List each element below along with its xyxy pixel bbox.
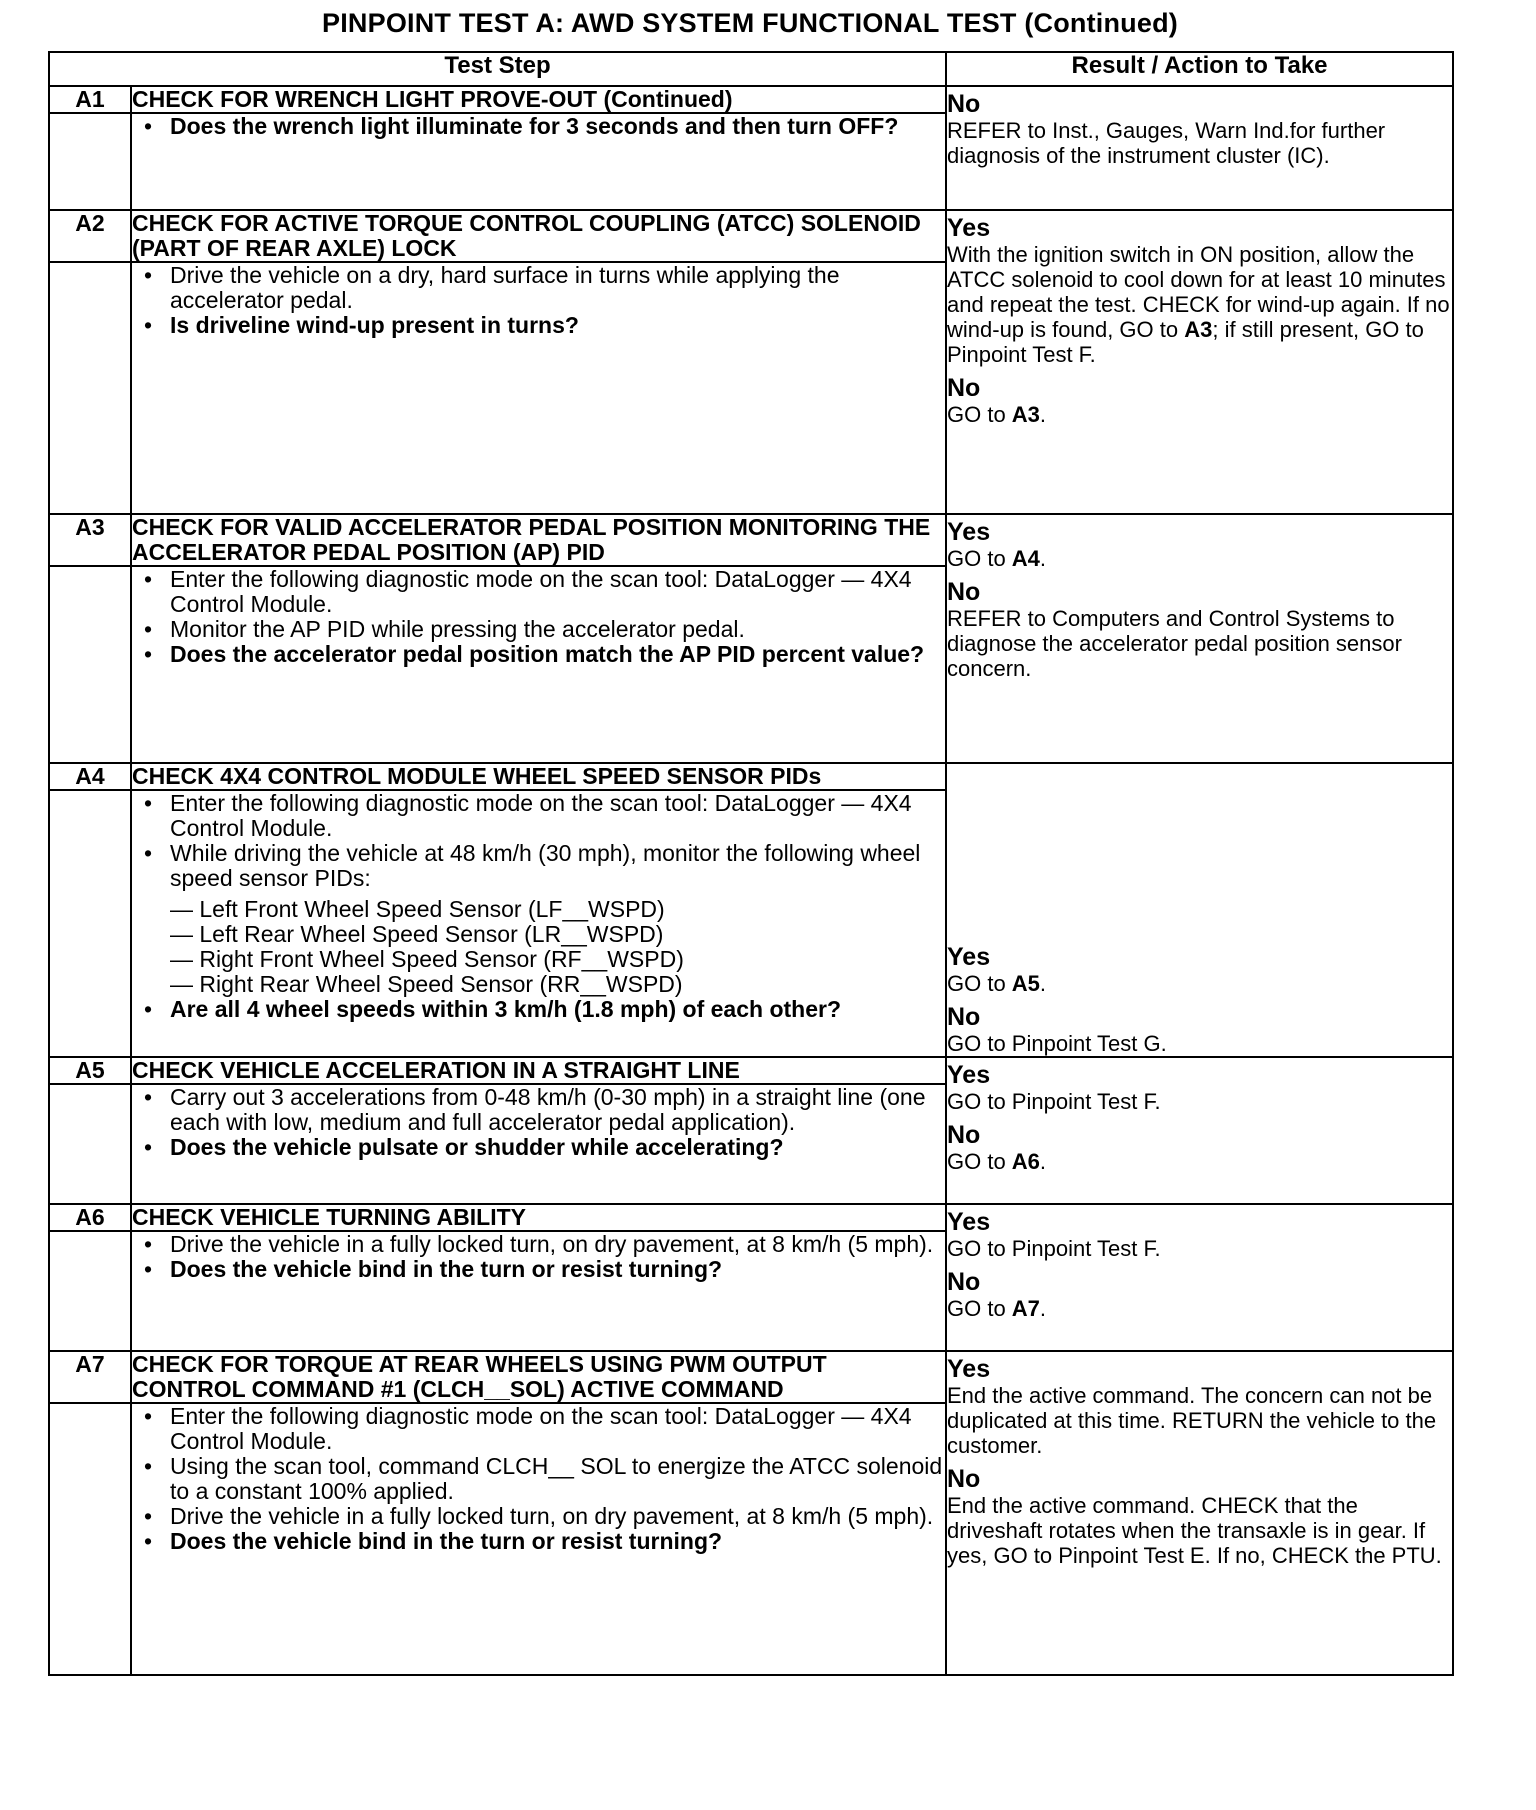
step-heading: CHECK VEHICLE ACCELERATION IN A STRAIGHT LINE (131, 1057, 946, 1084)
step-body (131, 566, 946, 763)
result-cell (946, 1057, 1453, 1204)
list-item: • Drive the vehicle on a dry, hard surface in turns while applying the accelerator pedal. (132, 263, 945, 313)
step-a6 (49, 1204, 1453, 1351)
step-heading: CHECK FOR WRENCH LIGHT PROVE-OUT (Continued) (131, 86, 946, 113)
table-header-row (49, 52, 1453, 86)
step-a3 (49, 514, 1453, 763)
step-id: A5 (49, 1057, 131, 1084)
list-item: • Does the vehicle bind in the turn or resist turning? (132, 1257, 945, 1282)
step-heading: CHECK 4X4 CONTROL MODULE WHEEL SPEED SENSOR PIDs (131, 763, 946, 790)
result-yes: Yes End the active command. The concern can not be duplicated at this time. RETURN the vehicle to the customer. (947, 1355, 1437, 1458)
result-cell (946, 86, 1453, 210)
result-cell (946, 210, 1453, 514)
step-body (131, 113, 946, 210)
list-item: • While driving the vehicle at 48 km/h (30 mph), monitor the following wheel speed sensor PIDs: (132, 841, 945, 891)
list-item: • Enter the following diagnostic mode on the scan tool: DataLogger — 4X4 Control Module. (132, 567, 945, 617)
step-body (131, 1403, 946, 1675)
step-a7 (49, 1351, 1453, 1675)
list-item: • Drive the vehicle in a fully locked turn, on dry pavement, at 8 km/h (5 mph). (132, 1232, 945, 1257)
pid-sublist (132, 897, 945, 997)
header-test-step: Test Step (49, 52, 946, 86)
list-item: • Does the vehicle bind in the turn or resist turning? (132, 1529, 945, 1554)
header-result: Result / Action to Take (946, 52, 1453, 86)
step-a4 (49, 763, 1453, 1057)
list-item: — Left Front Wheel Speed Sensor (LF__WSPD) (170, 896, 665, 922)
result-cell (946, 1351, 1453, 1675)
list-item: • Using the scan tool, command CLCH__ SOL to energize the ATCC solenoid to a constant 100% applied. (132, 1454, 945, 1504)
page-title: PINPOINT TEST A: AWD SYSTEM FUNCTIONAL TEST (Continued) (322, 8, 1178, 38)
list-item: • Monitor the AP PID while pressing the accelerator pedal. (132, 617, 945, 642)
list-item: • Does the vehicle pulsate or shudder while accelerating? (132, 1135, 945, 1160)
list-item: • Does the wrench light illuminate for 3 seconds and then turn OFF? (132, 114, 945, 139)
pinpoint-test-table (48, 51, 1454, 1676)
list-item: • Is driveline wind-up present in turns? (132, 313, 945, 338)
step-body (131, 1231, 946, 1351)
result-cell (946, 514, 1453, 763)
result-cell (946, 1204, 1453, 1351)
step-body (131, 790, 946, 1057)
result-yes: Yes With the ignition switch in ON position, allow the ATCC solenoid to cool down for at least 10 minutes and repeat the test. CHECK for wind-up again. If no wind-up is found, GO to A3; if still present, GO to Pinpoint Test F. (947, 214, 1450, 367)
step-heading: CHECK FOR VALID ACCELERATOR PEDAL POSITION MONITORING THE ACCELERATOR PEDAL POSITION (AP) PID (131, 514, 946, 566)
result-no: No REFER to Computers and Control Systems to diagnose the accelerator pedal position sensor concern. (947, 578, 1402, 681)
step-heading: CHECK FOR ACTIVE TORQUE CONTROL COUPLING (ATCC) SOLENOID (PART OF REAR AXLE) LOCK (131, 210, 946, 262)
result-yes: Yes GO to Pinpoint Test F. (947, 1061, 1161, 1114)
list-item: • Drive the vehicle in a fully locked turn, on dry pavement, at 8 km/h (5 mph). (132, 1504, 945, 1529)
result-cell (946, 763, 1453, 1057)
step-id: A7 (49, 1351, 131, 1403)
list-item: • Does the accelerator pedal position match the AP PID percent value? (132, 642, 945, 667)
step-body (131, 262, 946, 514)
result-no: No End the active command. CHECK that the driveshaft rotates when the transaxle is in gear. If yes, GO to Pinpoint Test E. If no, CHECK the PTU. (947, 1465, 1442, 1568)
result-yes: Yes GO to A5. (947, 943, 1047, 996)
result-no: No GO to A3. (947, 374, 1047, 427)
result-no: No GO to Pinpoint Test G. (947, 1003, 1167, 1056)
result-yes: Yes GO to Pinpoint Test F. (947, 1208, 1161, 1261)
step-a5 (49, 1057, 1453, 1204)
step-id: A3 (49, 514, 131, 566)
list-item: • Enter the following diagnostic mode on the scan tool: DataLogger — 4X4 Control Module. (132, 1404, 945, 1454)
step-id: A1 (49, 86, 131, 113)
step-heading: CHECK FOR TORQUE AT REAR WHEELS USING PWM OUTPUT CONTROL COMMAND #1 (CLCH__SOL) ACTIVE COMMAND (131, 1351, 946, 1403)
list-item: • Carry out 3 accelerations from 0-48 km/h (0-30 mph) in a straight line (one each with low, medium and full accelerator pedal application). (132, 1085, 945, 1135)
step-id: A4 (49, 763, 131, 790)
step-id: A2 (49, 210, 131, 262)
step-a1 (49, 86, 1453, 210)
list-item: • Are all 4 wheel speeds within 3 km/h (1.8 mph) of each other? (132, 997, 945, 1022)
step-id: A6 (49, 1204, 131, 1231)
result-yes: Yes GO to A4. (947, 518, 1047, 571)
result-no: No GO to A6. (947, 1121, 1047, 1174)
step-a2 (49, 210, 1453, 514)
list-item: • Enter the following diagnostic mode on the scan tool: DataLogger — 4X4 Control Module. (132, 791, 945, 841)
result-no: No REFER to Inst., Gauges, Warn Ind.for further diagnosis of the instrument cluster (IC). (947, 90, 1386, 168)
list-item: — Right Front Wheel Speed Sensor (RF__WSPD) (170, 946, 684, 972)
step-body (131, 1084, 946, 1204)
step-heading: CHECK VEHICLE TURNING ABILITY (131, 1204, 946, 1231)
result-no: No GO to A7. (947, 1268, 1047, 1321)
list-item: — Right Rear Wheel Speed Sensor (RR__WSPD) (170, 971, 683, 997)
list-item: — Left Rear Wheel Speed Sensor (LR__WSPD) (170, 921, 664, 947)
